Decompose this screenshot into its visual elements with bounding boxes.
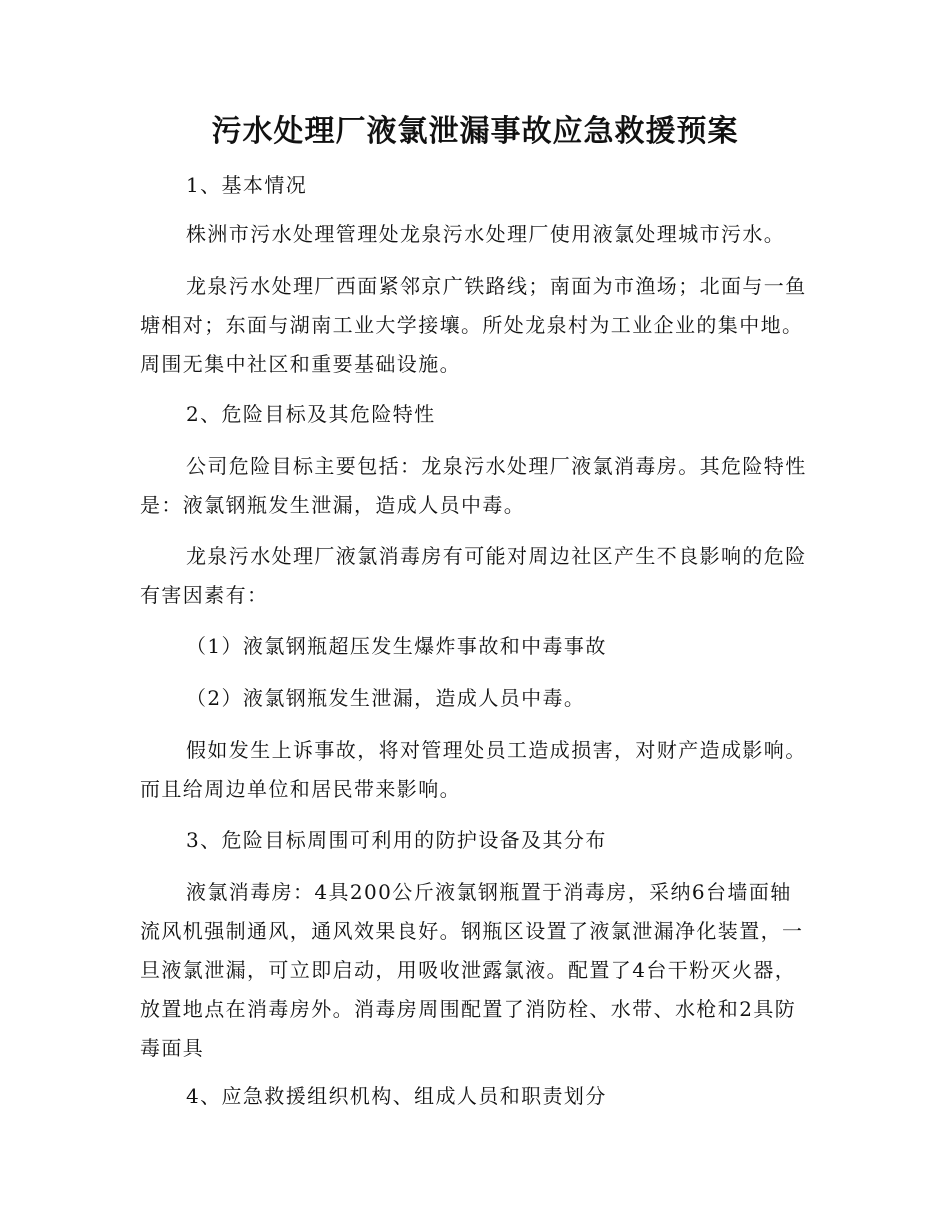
list-item: （1）液氯钢瓶超压发生爆炸事故和中毒事故 — [186, 634, 607, 658]
paragraph: 假如发生上诉事故，将对管理处员工造成损害，对财产造成影响。而且给周边单位和居民带来影响。 — [140, 738, 807, 801]
section-heading-hazard-targets: 2、危险目标及其危险特性 — [186, 402, 436, 426]
paragraph: 液氯消毒房：4具200公斤液氯钢瓶置于消毒房，采纳6台墙面轴流风机强制通风，通风效果良好。钢瓶区设置了液氯泄漏净化装置，一旦液氯泄漏，可立即启动，用吸收泄露氯液。配置了4台干粉灭火器，放置地点在消毒房外。消毒房周围配置了消防栓、水带、水枪和2具防毒面具 — [140, 880, 804, 1060]
document-title: 污水处理厂液氯泄漏事故应急救援预案 — [211, 114, 739, 149]
paragraph: 龙泉污水处理厂西面紧邻京广铁路线；南面为市渔场；北面与一鱼塘相对；东面与湖南工业大学接壤。所处龙泉村为工业企业的集中地。周围无集中社区和重要基础设施。 — [140, 274, 807, 376]
paragraph: 株洲市污水处理管理处龙泉污水处理厂使用液氯处理城市污水。 — [186, 222, 786, 246]
section-heading-basic-info: 1、基本情况 — [186, 173, 308, 197]
paragraph: 龙泉污水处理厂液氯消毒房有可能对周边社区产生不良影响的危险有害因素有： — [140, 544, 807, 607]
section-heading-emergency-organization: 4、应急救援组织机构、组成人员和职责划分 — [186, 1084, 607, 1108]
list-item: （2）液氯钢瓶发生泄漏，造成人员中毒。 — [186, 686, 586, 710]
section-heading-protective-equipment: 3、危险目标周围可利用的防护设备及其分布 — [186, 828, 607, 852]
paragraph: 公司危险目标主要包括：龙泉污水处理厂液氯消毒房。其危险特性是：液氯钢瓶发生泄漏，造成人员中毒。 — [140, 454, 807, 517]
